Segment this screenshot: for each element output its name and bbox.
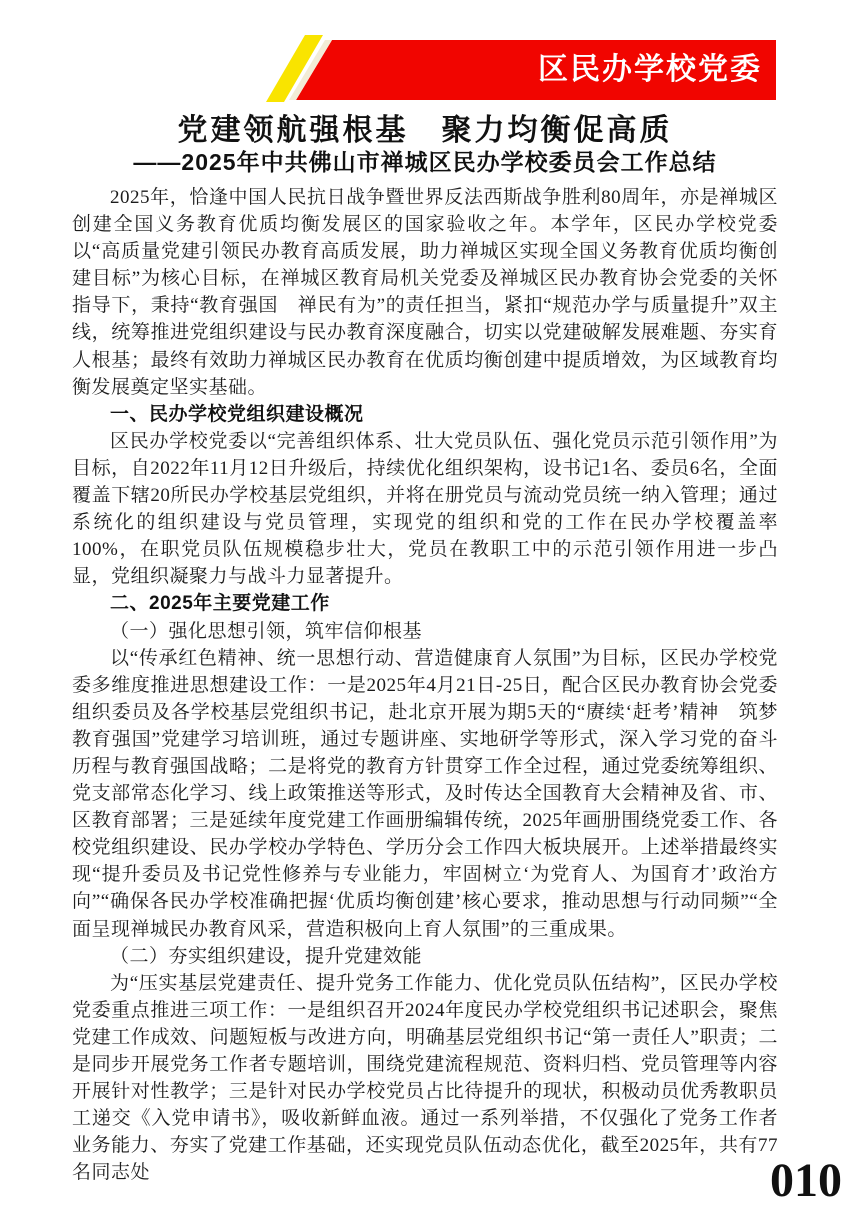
paragraph-ideology: 以“传承红色精神、统一思想行动、营造健康育人氛围”为目标，区民办学校党委多维度推进思想建设工作：一是2025年4月21日-25日，配合区民办教育协会党委组织委员及各学校基层党组织书记，赴北京开展为期5天的“赓续‘赶考’精神 筑梦教育强国”党建学习培训班，通过专题讲座、实地研学等形式，深入学习党的奋斗历程与教育强国战略；二是将党的教育方针贯穿工作全过程，通过党委统筹组织、党支部常态化学习、线上政策推送等形式，及时传达全国教育大会精神及省、市、区教育部署；三是延续年度党建工作画册编辑传统，2025年画册围绕党委工作、各校党组织建设、民办学校办学特色、学历分会工作四大板块展开。上述举措最终实现“提升委员及书记党性修养与专业能力，牢固树立‘为党育人、为国育才’政治方向”“确保各民办学校准确把握‘优质均衡创建’核心要求，推动思想与行动同频”“全面呈现禅城民办教育风采，营造积极向上育人氛围”的三重成果。 xyxy=(72,647,778,940)
subsection-heading-1: （一）强化思想引领，筑牢信仰根基 xyxy=(110,620,423,642)
paragraph-org-overview: 区民办学校党委以“完善组织体系、壮大党员队伍、强化党员示范引领作用”为目标，自2022年11月12日升级后，持续优化组织架构，设书记1名、委员6名，全面覆盖下辖20所民办学校基层党组织，并将在册党员与流动党员统一纳入管理；通过系统化的组织建设与党员管理，实现党的组织和党的工作在民办学校覆盖率100%，在职党员队伍规模稳步壮大，党员在教职工中的示范引领作用进一步凸显，党组织凝聚力与战斗力显著提升。 xyxy=(72,430,778,588)
subsection-heading-2: （二）夯实组织建设，提升党建效能 xyxy=(110,945,423,967)
page-number: 010 xyxy=(770,1154,842,1205)
section-heading-2: 二、2025年主要党建工作 xyxy=(110,593,330,615)
doc-subtitle: ——2025年中共佛山市禅城区民办学校委员会工作总结 xyxy=(133,149,717,175)
paragraph-intro: 2025年，恰逢中国人民抗日战争暨世界反法西斯战争胜利80周年，亦是禅城区创建全国义务教育优质均衡发展区的国家验收之年。本学年，区民办学校党委以“高质量党建引领民办教育高质发展，助力禅城区实现全国义务教育优质均衡创建目标”为核心目标，在禅城区教育局机关党委及禅城区民办教育协会党委的关怀指导下，秉持“教育强国 禅民有为”的责任担当，紧扣“规范办学与质量提升”双主线，统筹推进党组织建设与民办教育深度融合，切实以党建破解发展难题、夯实育人根基；最终有效助力禅城区民办教育在优质均衡创建中提质增效，为区域教育均衡发展奠定坚实基础。 xyxy=(72,187,778,398)
document-content xyxy=(72,112,778,1186)
doc-title: 党建领航强根基 聚力均衡促高质 xyxy=(177,114,673,147)
banner-label: 区民办学校党委 xyxy=(538,53,762,86)
section-heading-1: 一、民办学校党组织建设概况 xyxy=(110,403,364,425)
paragraph-organization: 为“压实基层党建责任、提升党务工作能力、优化党员队伍结构”，区民办学校党委重点推进三项工作：一是组织召开2024年度民办学校党组织书记述职会，聚焦党建工作成效、问题短板与改进方向，明确基层党组织书记“第一责任人”职责；二是同步开展党务工作者专题培训，围绕党建流程规范、资料归档、党员管理等内容开展针对性教学；三是针对民办学校党员占比待提升的现状，积极动员优秀教职员工递交《入党申请书》，吸收新鲜血液。通过一系列举措，不仅强化了党务工作者业务能力、夯实了党建工作基础，还实现党员队伍动态优化，截至2025年，共有77名同志处 xyxy=(72,972,778,1184)
body-text xyxy=(72,184,778,1186)
